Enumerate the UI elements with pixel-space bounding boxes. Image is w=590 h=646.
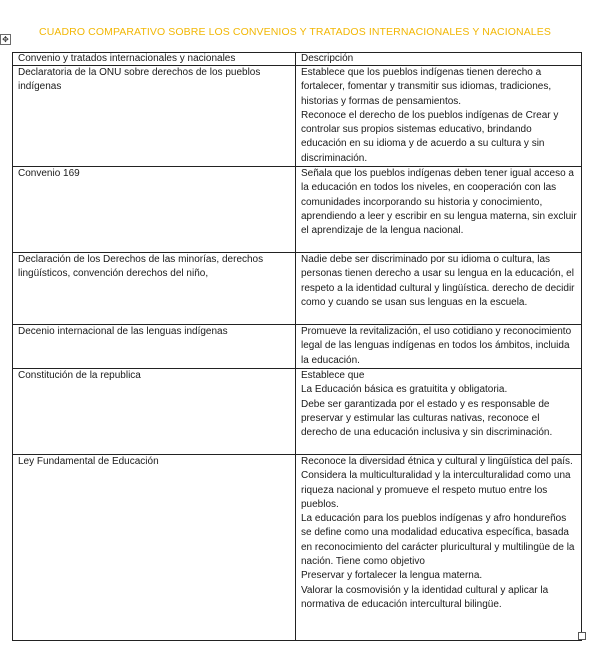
description-paragraph: Promueve la revitalización, el uso cotidiano y reconocimiento legal de las lenguas indígenas en todos los ámbitos, incluida la educación. bbox=[301, 326, 572, 366]
description-paragraph: La Educación básica es gratuitita y obligatoria. bbox=[301, 384, 508, 396]
row-description-cell[interactable] bbox=[296, 368, 582, 454]
table-row bbox=[13, 368, 582, 454]
document-title: CUADRO COMPARATIVO SOBRE LOS CONVENIOS Y TRATADOS INTERNACIONALES Y NACIONALES bbox=[39, 26, 551, 38]
table-row bbox=[13, 325, 582, 369]
row-name-cell[interactable]: Constitución de la republica bbox=[13, 368, 296, 454]
table-move-handle-icon[interactable]: ✥ bbox=[0, 34, 11, 45]
table-row bbox=[13, 66, 582, 167]
row-description-cell[interactable] bbox=[296, 253, 582, 325]
table-row bbox=[13, 167, 582, 253]
description-paragraph: Valorar la cosmovisión y la identidad cultural y aplicar la normativa de educación intercultural bilingüe. bbox=[301, 584, 549, 610]
description-paragraph: Reconoce el derecho de los pueblos indígenas de Crear y controlar sus propios sistemas educativo, brindando educación en su idioma y de acuerdo a su cultura y sin discriminación. bbox=[301, 109, 559, 164]
row-name-cell[interactable]: Ley Fundamental de Educación bbox=[13, 454, 296, 640]
row-name-cell[interactable]: Declaratoria de la ONU sobre derechos de los pueblos indígenas bbox=[13, 66, 296, 167]
table-header-row bbox=[13, 53, 582, 66]
table-row bbox=[13, 253, 582, 325]
description-paragraph: Nadie debe ser discriminado por su idioma o cultura, las personas tienen derecho a usar su lengua en la educación, el respeto a la identidad cultural y lingüística. derecho de decidir como y cuando se usan sus lenguas en la escuela. bbox=[301, 254, 575, 308]
description-paragraph: Establece que los pueblos indígenas tienen derecho a fortalecer, fomentar y transmitir sus idiomas, tradiciones, historias y formas de pensamientos. bbox=[301, 67, 552, 107]
comparison-table bbox=[12, 52, 582, 641]
row-description-cell[interactable] bbox=[296, 66, 582, 167]
table-resize-handle[interactable] bbox=[578, 632, 586, 640]
description-paragraph: Establece que bbox=[301, 369, 365, 381]
description-paragraph: Debe ser garantizada por el estado y es responsable de preservar y estimular las culturas nativas, reconoce el derecho de una educación inclusiva y sin discriminación. bbox=[301, 398, 553, 439]
description-paragraph: Considera la multiculturalidad y la interculturalidad como una riqueza nacional y promueve el respeto mutuo entre los pueblos. bbox=[301, 470, 571, 510]
description-paragraph: Preservar y fortalecer la lengua materna. bbox=[301, 570, 483, 582]
row-description-cell[interactable] bbox=[296, 454, 582, 640]
description-paragraph: Reconoce la diversidad étnica y cultural y lingüística del país. bbox=[301, 455, 573, 467]
row-description-cell[interactable] bbox=[296, 325, 582, 369]
description-paragraph: Señala que los pueblos indígenas deben tener igual acceso a la educación en todos los niveles, en cooperación con las comunidades incorporando su historia y conocimiento, aprendiendo a leer y escribir en su lengua materna, sin excluir el aprendizaje de la lengua nacional. bbox=[301, 168, 577, 237]
header-cell-descripcion[interactable]: Descripción bbox=[296, 53, 582, 66]
row-name-cell[interactable]: Convenio 169 bbox=[13, 167, 296, 253]
row-description-cell[interactable] bbox=[296, 167, 582, 253]
table-row bbox=[13, 454, 582, 640]
row-name-cell[interactable]: Decenio internacional de las lenguas indígenas bbox=[13, 325, 296, 369]
header-cell-convenio[interactable]: Convenio y tratados internacionales y nacionales bbox=[13, 53, 296, 66]
description-paragraph: La educación para los pueblos indígenas y afro hondureños se define como una modalidad educativa específica, basada en reconocimiento del carácter pluricultural y multilingüe de la nación. Tiene como objetivo bbox=[301, 513, 575, 568]
row-name-cell[interactable]: Declaración de los Derechos de las minorías, derechos lingüísticos, convención derechos del niño, bbox=[13, 253, 296, 325]
